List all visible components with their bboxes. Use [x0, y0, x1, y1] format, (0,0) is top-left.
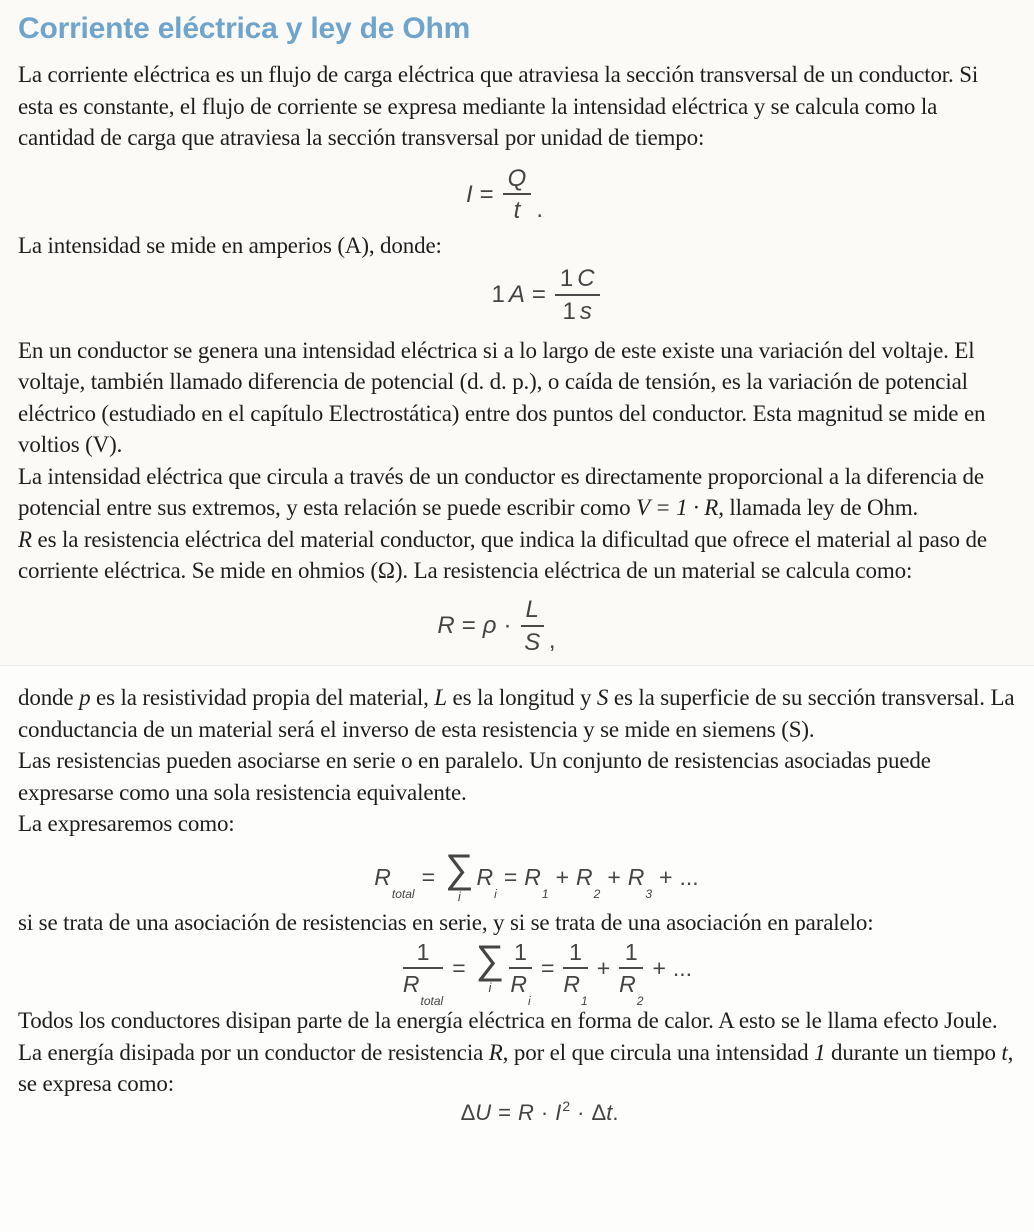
fraction-numerator: Q [507, 164, 527, 192]
math-op: = [421, 863, 436, 890]
math-var: R [563, 971, 581, 998]
math-var: R [476, 863, 494, 890]
fraction-denominator [555, 297, 600, 325]
text-run: es la superficie de su sección transversal. La conductancia de un material será el inverso de esta resistencia y se mide en siemens (S). [18, 685, 1015, 742]
fraction-denominator: t [513, 197, 521, 225]
formula-current-definition [6, 166, 1003, 225]
math-ellipsis: ... [679, 863, 699, 890]
paragraph-joule [18, 1005, 1015, 1100]
math-var-group [524, 863, 549, 901]
math-var: p [79, 685, 91, 711]
math-var: S [596, 685, 609, 711]
paragraph-resistivity [18, 682, 1015, 745]
sigma-index: i [457, 888, 461, 904]
sigma-symbol: ∑ [475, 938, 505, 983]
text-run: La intensidad eléctrica que circula a través de un conductor es directamente proporcional a la diferencia de potencial entre sus extremos, y esta relación se puede escribir como [18, 463, 984, 521]
fraction-denominator [402, 970, 444, 1008]
math-ellipsis: ... [672, 955, 693, 982]
fraction-numerator [555, 266, 600, 293]
paragraph-voltage: En un conductor se genera una intensidad eléctrica si a lo largo de este existe una variación del voltaje. El voltaje, también llamado diferencia de potencial (d. d. p.), o caída de tensión, es la variación de potencial eléctrico (estudiado en el capítulo Electrostática) entre dos puntos del conductor. Esta magnitud se mide en voltios (V). [18, 337, 986, 458]
text-run: , se expresa como: [18, 1039, 1014, 1097]
math-op: = [461, 612, 476, 640]
math-var: U [475, 1099, 492, 1125]
paragraph-express: La expresaremos como: [18, 811, 235, 837]
math-op: = [540, 955, 555, 982]
math-var: s [579, 297, 592, 325]
math-subscript: 2 [636, 993, 644, 1008]
math-var: R [18, 526, 32, 552]
paragraph-resistance [18, 524, 1015, 587]
math-var-group [374, 863, 415, 901]
math-delta: Δ [591, 1099, 607, 1125]
math-var: I [465, 180, 473, 208]
math-op: + [659, 863, 673, 890]
fraction-numerator: 1 [569, 939, 582, 966]
formula-resistance [0, 597, 995, 656]
math-var: t [606, 1099, 613, 1125]
math-op: = [479, 180, 494, 208]
fraction-bar [509, 967, 532, 969]
summation [445, 846, 474, 904]
math-subscript: 3 [645, 886, 653, 901]
math-var: A [508, 281, 525, 309]
math-op: + [652, 955, 666, 982]
fraction-denominator [619, 970, 644, 1008]
text-run: , por el que circula una intensidad [502, 1039, 815, 1065]
math-var: R [488, 1039, 503, 1065]
math-op: + [607, 863, 621, 890]
fraction-bar [403, 967, 443, 969]
text-run: donde [18, 685, 80, 711]
text-run: Todos los conductores disipan parte de la energía eléctrica en forma de calor. A esto se le llama efecto Joule. La energía disipada por un conductor de resistencia [18, 1008, 998, 1065]
fraction-numerator: 1 [514, 939, 527, 966]
math-op: + [555, 863, 570, 890]
math-var: R [576, 863, 593, 890]
text-run: es la longitud y [446, 685, 597, 711]
formula-ampere-definition [48, 266, 1034, 325]
text-run: es la resistencia eléctrica del material conductor, que indica la dificultad que ofrece el material al paso de corriente eléctrica. Se mide en ohmios (Ω). La resistencia eléctrica de un material se calcula como: [18, 526, 987, 584]
math-subscript: 1 [581, 993, 588, 1008]
math-punct: , [548, 627, 556, 655]
math-var: 1 [814, 1039, 826, 1065]
math-delta: Δ [460, 1099, 476, 1125]
fraction-bar [555, 294, 600, 296]
paragraph-ampere: La intensidad se mide en amperios (A), donde: [18, 233, 442, 259]
math-var-group [627, 863, 653, 901]
math-num: 1 [559, 264, 574, 292]
fraction [509, 939, 532, 1008]
inline-formula-ohm: V = 1 · R [636, 495, 719, 521]
math-op: = [503, 863, 518, 890]
math-var: R [374, 863, 391, 890]
text-run: es la resistividad propia del material, [90, 685, 435, 711]
math-op: = [498, 1099, 512, 1125]
fraction-bar [563, 967, 587, 969]
math-var: L [434, 685, 447, 711]
math-op: + [596, 955, 611, 982]
math-var-group [476, 863, 497, 901]
formula-series-resistance [38, 846, 1034, 904]
fraction-bar [619, 967, 643, 969]
fraction [521, 597, 544, 656]
fraction-denominator [563, 970, 588, 1008]
text-run: , llamada ley de Ohm. [718, 495, 919, 521]
paragraph-ohm-law [18, 461, 1015, 524]
math-var: R [627, 863, 645, 890]
math-var-group [576, 863, 601, 901]
fraction [503, 166, 532, 225]
math-subscript: 1 [541, 886, 549, 901]
page-title: Corriente eléctrica y ley de Ohm [18, 12, 471, 45]
math-op: · [577, 1099, 585, 1125]
math-var: R [619, 971, 636, 998]
math-subscript: i [494, 886, 497, 901]
fraction-denominator: S [524, 628, 541, 656]
math-var: t [1001, 1039, 1008, 1065]
formula-parallel-resistance [48, 938, 1034, 1008]
math-op: = [531, 281, 546, 309]
fraction-bar [521, 625, 544, 627]
summation [475, 938, 505, 996]
math-num: 1 [562, 297, 576, 325]
math-subscript: 2 [593, 886, 601, 901]
paragraph-intro: La corriente eléctrica es un flujo de carga eléctrica que atraviesa la sección transversal de un conductor. Si esta es constante, el flujo de corriente se expresa mediante la intensidad eléctrica y se calcula como la cantidad de carga que atraviesa la sección transversal por unidad de tiempo: [18, 62, 979, 150]
fraction [555, 266, 600, 325]
math-var: I [555, 1099, 562, 1125]
sigma-symbol: ∑ [445, 846, 474, 891]
math-op: = [452, 955, 466, 982]
math-subscript: i [528, 993, 531, 1008]
math-num: 1 [491, 281, 505, 309]
math-var: R [518, 1099, 534, 1125]
paragraph-series-parallel: si se trata de una asociación de resistencias en serie, y si se trata de una asociación en paralelo: [18, 909, 874, 935]
math-subscript: total [391, 886, 415, 901]
fraction [619, 939, 644, 1008]
math-var-rho: ρ [482, 612, 497, 640]
math-var: R [402, 971, 420, 998]
math-var: R [524, 863, 541, 890]
fraction [563, 939, 588, 1008]
text-run: durante un tiempo [825, 1039, 1002, 1065]
fraction-numerator: 1 [624, 939, 638, 966]
section-bottom [0, 665, 1034, 1232]
fraction-numerator: L [525, 595, 539, 623]
math-var: R [437, 612, 455, 640]
paragraph-associations: Las resistencias pueden asociarse en serie o en paralelo. Un conjunto de resistencias asociadas puede expresarse como una sola resistencia equivalente. [18, 748, 931, 805]
math-var: R [510, 971, 528, 998]
math-var: C [577, 264, 595, 292]
fraction-bar [503, 193, 532, 195]
math-punct: . [536, 196, 544, 224]
fraction-numerator: 1 [416, 939, 430, 966]
fraction-denominator [509, 970, 532, 1008]
math-op: · [540, 1099, 549, 1125]
formula-joule-energy: Δ U = R · I $^2$ · Δ t . [460, 1097, 619, 1125]
sigma-index: i [488, 980, 492, 996]
fraction [402, 939, 444, 1008]
math-subscript: total [420, 993, 444, 1008]
math-op: · [503, 612, 512, 640]
math-punct: . [612, 1099, 619, 1125]
